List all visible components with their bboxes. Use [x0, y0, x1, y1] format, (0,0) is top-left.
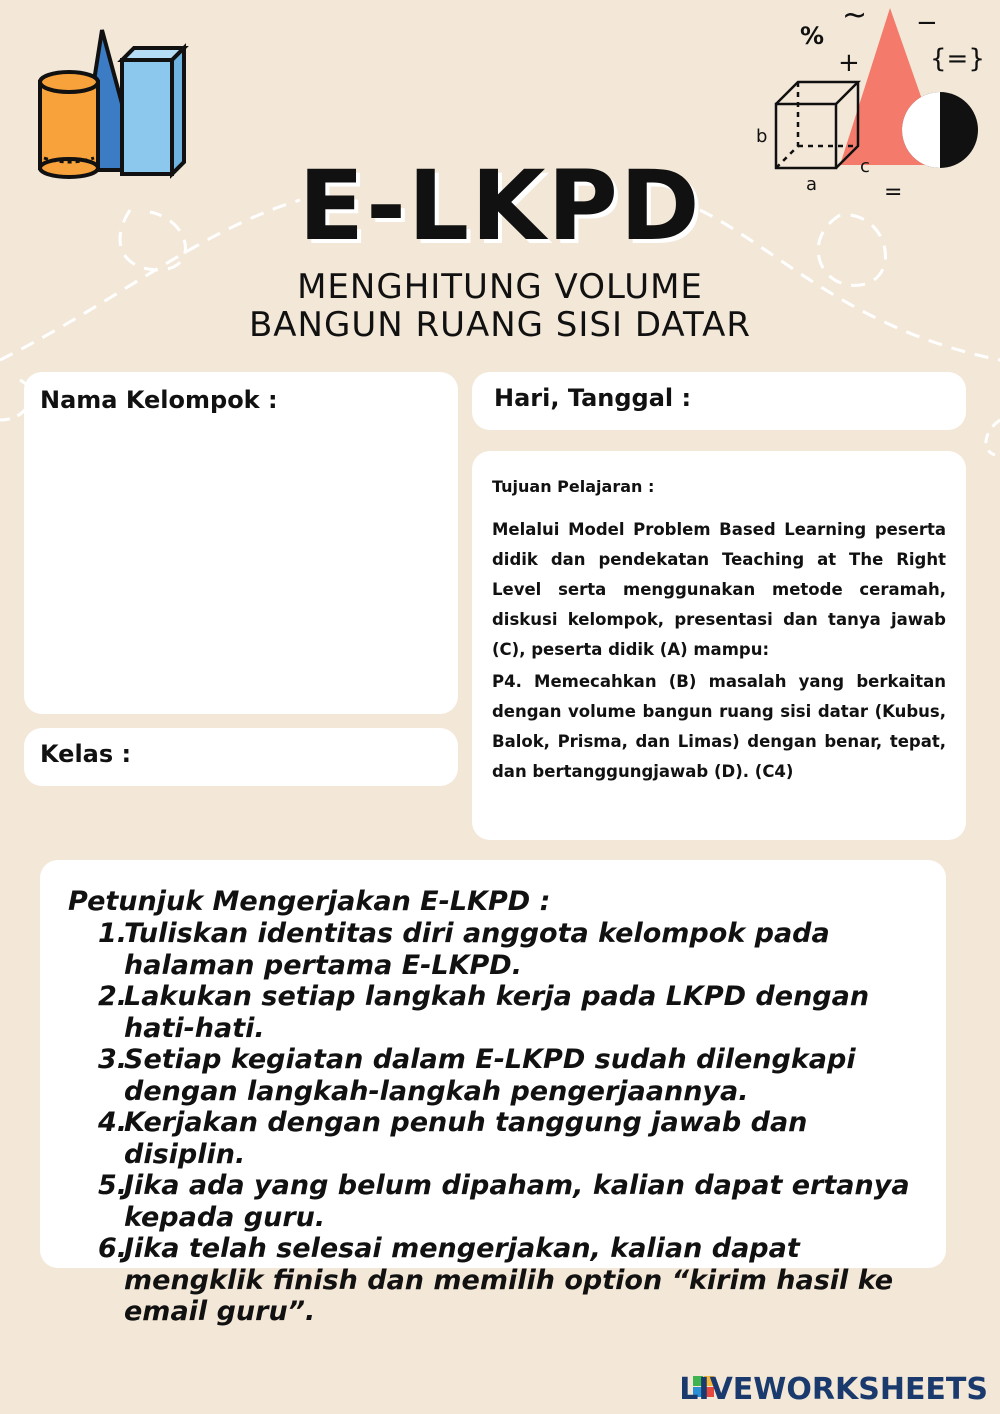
label-b: b — [756, 126, 768, 147]
kelas-field[interactable] — [24, 728, 458, 786]
list-item: 1. Tuliskan identitas diri anggota kelompok pada halaman pertama E-LKPD. — [98, 918, 830, 981]
braces-symbol: {=} — [930, 44, 985, 74]
tujuan-paragraph-2: P4. Memecahkan (B) masalah yang berkaitan dengan volume bangun ruang sisi datar (Kubus, Balok, Prisma, dan Limas) dengan benar, tepat, dan bertanggungjawab (D). (C4) — [492, 672, 946, 781]
tujuan-pelajaran-card — [472, 451, 966, 840]
percent-symbol: % — [800, 22, 825, 50]
liveworksheets-brand: LIVEWORKSHEETS — [679, 1372, 988, 1407]
nama-kelompok-field[interactable] — [24, 372, 458, 714]
plus-symbol: + — [838, 48, 860, 78]
hari-tanggal-label: Hari, Tanggal : — [494, 384, 692, 412]
subtitle-line-1: MENGHITUNG VOLUME — [297, 267, 703, 307]
hari-tanggal-field[interactable] — [472, 372, 966, 430]
page-title: E-LKPD — [298, 150, 702, 262]
subtitle-line-2: BANGUN RUANG SISI DATAR — [248, 305, 752, 345]
list-item: 4. Kerjakan dengan penuh tanggung jawab dan disiplin. — [98, 1107, 808, 1170]
label-c: c — [860, 156, 870, 177]
list-item: 6. Jika telah selesai mengerjakan, kalian dapat mengklik finish dan memilih option “kirim hasil ke email guru”. — [98, 1233, 894, 1327]
list-item: 3. Setiap kegiatan dalam E-LKPD sudah dilengkapi dengan langkah-langkah pengerjaannya. — [98, 1044, 856, 1107]
petunjuk-card — [40, 860, 946, 1327]
kelas-label: Kelas : — [40, 740, 132, 768]
list-item: 5. Jika ada yang belum dipaham, kalian dapat ertanya kepada guru. — [98, 1170, 910, 1233]
equals-symbol: = — [884, 180, 903, 205]
label-a: a — [806, 174, 818, 195]
tujuan-paragraph-1: Melalui Model Problem Based Learning peserta didik dan pendekatan Teaching at The Right Level serta menggunakan metode ceramah, diskusi kelompok, presentasi dan tanya jawab (C), peserta didik (A) mampu: — [492, 520, 946, 659]
nama-kelompok-label: Nama Kelompok : — [40, 386, 278, 414]
list-item: 2. Lakukan setiap langkah kerja pada LKPD dengan hati-hati. — [98, 981, 870, 1044]
petunjuk-title: Petunjuk Mengerjakan E-LKPD : — [68, 886, 551, 917]
tujuan-title: Tujuan Pelajaran : — [492, 477, 655, 496]
minus-symbol: − — [916, 8, 938, 38]
petunjuk-steps — [98, 918, 924, 1328]
tilde-symbol: ~ — [842, 0, 868, 33]
page-subtitle — [0, 268, 1000, 344]
